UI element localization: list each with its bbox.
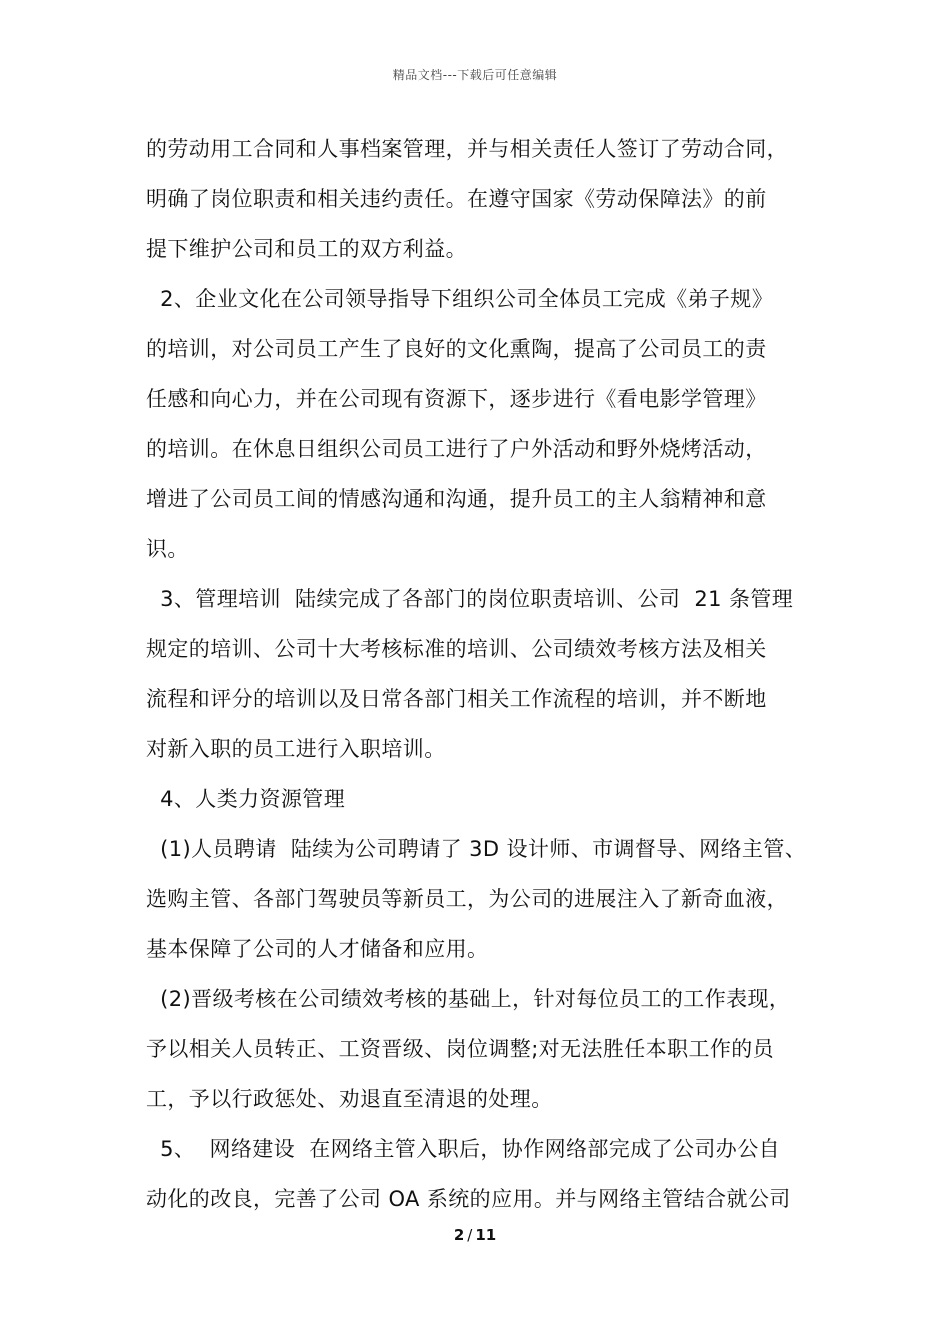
body-line: 基本保障了公司的人才储备和应用。: [146, 937, 489, 961]
body-line: (1)人员聘请 陆续为公司聘请了 3D 设计师、市调督导、网络主管、: [146, 837, 807, 861]
body-line: 动化的改良，完善了公司 OA 系统的应用。并与网络主管结合就公司: [146, 1187, 791, 1211]
body-line: 选购主管、各部门驾驶员等新员工，为公司的进展注入了新奇血液，: [146, 887, 788, 911]
document-body: [146, 124, 810, 1224]
body-line: 规定的培训、公司十大考核标准的培训、公司绩效考核方法及相关: [146, 637, 767, 661]
body-line: 的培训。在休息日组织公司员工进行了户外活动和野外烧烤活动，: [146, 437, 767, 461]
body-line: 予以相关人员转正、工资晋级、岗位调整;对无法胜任本职工作的员: [146, 1037, 775, 1061]
body-line: 识。: [146, 537, 189, 561]
body-line: 提下维护公司和员工的双方利益。: [146, 237, 467, 261]
body-line: 任感和向心力，并在公司现有资源下，逐步进行《看电影学管理》: [146, 387, 767, 411]
page-number: [0, 1226, 950, 1244]
body-line: 2、企业文化在公司领导指导下组织公司全体员工完成《弟子规》: [146, 287, 774, 311]
body-line: 流程和评分的培训以及日常各部门相关工作流程的培训，并不断地: [146, 687, 767, 711]
body-line: 的培训，对公司员工产生了良好的文化熏陶，提高了公司员工的责: [146, 337, 767, 361]
body-line: 3、管理培训 陆续完成了各部门的岗位职责培训、公司 21 条管理: [146, 587, 794, 611]
body-line: 4、人类力资源管理: [146, 787, 346, 811]
body-line: 的劳动用工合同和人事档案管理，并与相关责任人签订了劳动合同，: [146, 137, 788, 161]
body-line: 明确了岗位职责和相关违约责任。在遵守国家《劳动保障法》的前: [146, 187, 767, 211]
body-line: 增进了公司员工间的情感沟通和沟通，提升员工的主人翁精神和意: [146, 487, 767, 511]
body-line: (2)晋级考核在公司绩效考核的基础上，针对每位员工的工作表现，: [146, 987, 791, 1011]
page-header: 精品文档---下载后可任意编辑: [392, 68, 558, 82]
page-separator: /: [467, 1226, 473, 1244]
page-current: 2: [453, 1226, 465, 1244]
body-line: 5、 网络建设 在网络主管入职后，协作网络部完成了公司办公自: [146, 1137, 781, 1161]
body-line: 对新入职的员工进行入职培训。: [146, 737, 446, 761]
body-line: 工，予以行政惩处、劝退直至清退的处理。: [146, 1087, 553, 1111]
page-total: 11: [475, 1226, 497, 1244]
